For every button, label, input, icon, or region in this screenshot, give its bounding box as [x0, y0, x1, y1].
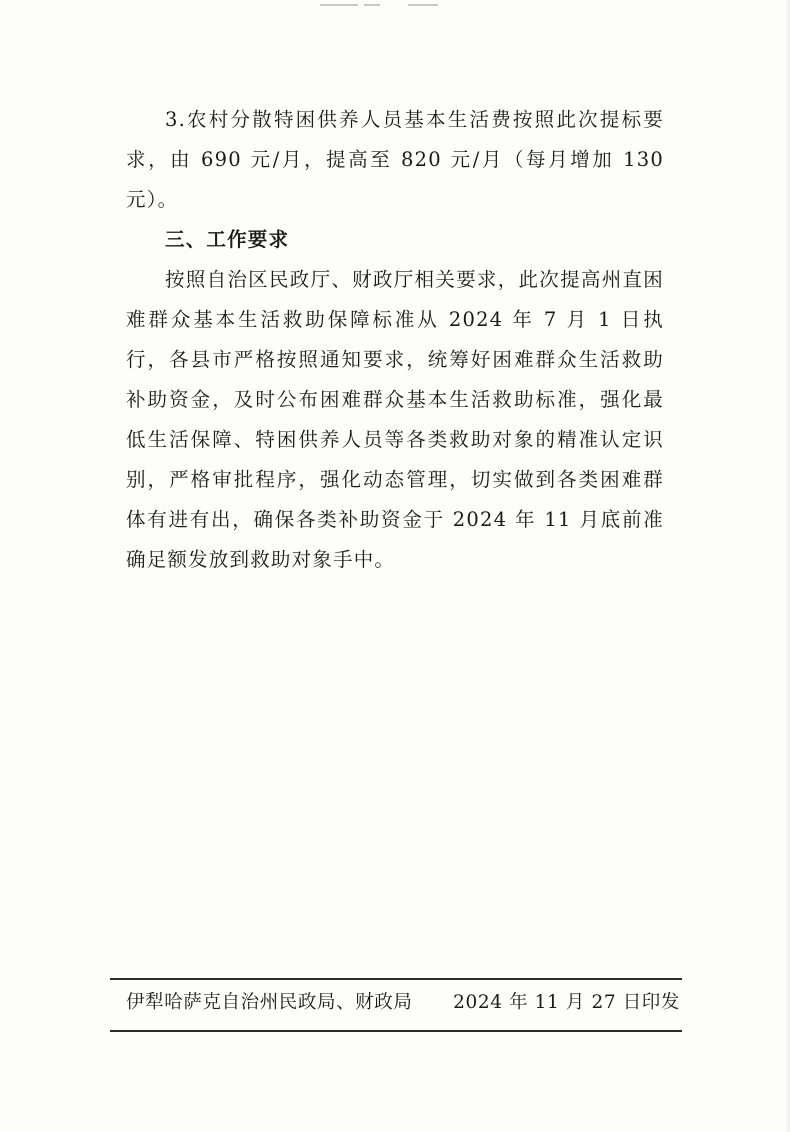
document-footer: [126, 990, 680, 1016]
issuer-name: 伊犁哈萨克自治州民政局、财政局: [126, 992, 413, 1013]
scan-edge-shadow: [784, 0, 790, 1132]
document-body: [126, 100, 664, 580]
footer-bottom-rule: [110, 1030, 682, 1032]
issue-date: 2024 年 11 月 27 日印发: [453, 992, 680, 1013]
scan-marks: [320, 0, 460, 12]
section-heading: 三、工作要求: [165, 228, 290, 251]
footer-top-rule: [110, 978, 682, 980]
paragraph-requirements: 按照自治区民政厅、财政厅相关要求，此次提高州直困难群众基本生活救助保障标准从 2024 年 7 月 1 日执行，各县市严格按照通知要求，统筹好困难群众生活救助补助资金，及时公布困难群众基本生活救助标准，强化最低生活保障、特困供养人员等各类救助对象的精准认定识别，严格审批程序，强化动态管理，切实做到各类困难群体有进有出，确保各类补助资金于 2024 年 11 月底前准确足额发放到救助对象手中。: [126, 268, 664, 571]
paragraph-item-3: 3.农村分散特困供养人员基本生活费按照此次提标要求，由 690 元/月，提高至 820 元/月（每月增加 130 元）。: [126, 108, 664, 211]
